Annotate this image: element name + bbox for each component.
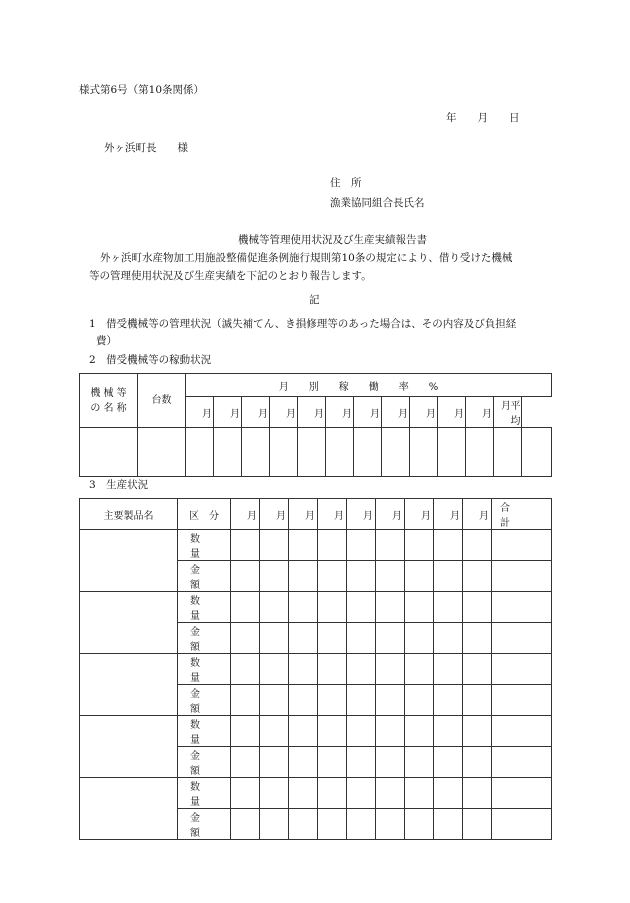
value-cell [434,809,463,840]
average-cell [522,428,552,477]
amount-label: 金額 [178,809,231,840]
value-cell [318,747,347,778]
month-header: 月 [289,499,318,530]
value-cell [231,530,260,561]
value-cell [376,685,405,716]
product-name-cell [80,592,178,654]
amount-label: 金額 [178,623,231,654]
value-cell [347,778,376,809]
address-label: 住 所 [330,177,362,189]
month-header: 月 [186,397,214,428]
month-header: 月 [231,499,260,530]
rate-cell [354,428,382,477]
total-cell [492,530,552,561]
machine-name-line-2: の 名 称 [90,402,127,414]
value-cell [231,778,260,809]
value-cell [260,685,289,716]
total-cell [492,623,552,654]
value-cell [231,716,260,747]
quantity-label: 数量 [178,592,231,623]
value-cell [289,592,318,623]
value-cell [405,654,434,685]
quantity-label: 数量 [178,654,231,685]
value-cell [463,809,492,840]
value-cell [289,654,318,685]
value-cell [434,716,463,747]
value-cell [260,561,289,592]
value-cell [434,592,463,623]
item-3-heading: 3 生産状況 [89,479,149,491]
product-name-cell [80,654,178,716]
addressee: 外ヶ浜町長 様 [104,142,188,154]
month-header: 月 [410,397,438,428]
value-cell [289,685,318,716]
value-cell [405,623,434,654]
month-average-header [494,397,522,428]
rate-cell [494,428,522,477]
machine-name-line-1: 機 械 等 [90,387,127,399]
value-cell [260,747,289,778]
value-cell [318,654,347,685]
value-cell [289,561,318,592]
value-cell [463,747,492,778]
value-cell [405,685,434,716]
value-cell [289,530,318,561]
value-cell [347,685,376,716]
value-cell [434,623,463,654]
rate-cell [466,428,494,477]
value-cell [318,623,347,654]
value-cell [260,809,289,840]
amount-label: 金額 [178,561,231,592]
value-cell [434,747,463,778]
total-cell [492,561,552,592]
value-cell [376,592,405,623]
month-header: 月 [463,499,492,530]
product-name-cell [80,778,178,840]
value-cell [318,809,347,840]
value-cell [434,685,463,716]
value-cell [463,654,492,685]
value-cell [347,561,376,592]
date-line: 年 月 日 [446,112,520,124]
quantity-label: 数量 [178,716,231,747]
value-cell [289,623,318,654]
document-title: 機械等管理使用状況及び生産実績報告書 [238,234,427,246]
month-header: 月 [242,397,270,428]
month-header: 月 [326,397,354,428]
value-cell [260,654,289,685]
count-cell [138,428,186,477]
value-cell [231,685,260,716]
value-cell [347,530,376,561]
value-cell [289,809,318,840]
value-cell [405,561,434,592]
item-1-line-1: 1 借受機械等の管理状況（滅失補てん、き損修理等のあった場合は、その内容及び負担経 [89,318,517,330]
value-cell [318,716,347,747]
value-cell [231,623,260,654]
intro-line-2: 等の管理使用状況及び生産実績を下記のとおり報告します。 [89,270,372,282]
form-number: 様式第6号（第10条関係） [79,84,205,96]
value-cell [405,592,434,623]
month-header: 月 [214,397,242,428]
value-cell [463,778,492,809]
month-header: 月 [298,397,326,428]
value-cell [289,716,318,747]
value-cell [289,778,318,809]
month-header: 月 [382,397,410,428]
value-cell [260,623,289,654]
product-name-header: 主要製品名 [80,499,178,530]
value-cell [231,654,260,685]
rate-cell [270,428,298,477]
total-cell [492,592,552,623]
rate-cell [214,428,242,477]
month-header: 月 [376,499,405,530]
value-cell [376,747,405,778]
monthly-rate-header: 月別稼働率% [186,374,552,397]
value-cell [463,685,492,716]
rate-cell [186,428,214,477]
product-name-cell [80,716,178,778]
value-cell [463,716,492,747]
value-cell [318,561,347,592]
rate-cell [382,428,410,477]
value-cell [434,778,463,809]
value-cell [231,809,260,840]
value-cell [260,778,289,809]
amount-label: 金額 [178,685,231,716]
month-header: 月 [434,499,463,530]
value-cell [405,747,434,778]
value-cell [405,716,434,747]
month-header: 月 [270,397,298,428]
category-header: 区 分 [178,499,231,530]
month-header: 月 [354,397,382,428]
value-cell [347,747,376,778]
value-cell [347,654,376,685]
total-cell [492,747,552,778]
value-cell [231,592,260,623]
value-cell [231,747,260,778]
total-cell [492,654,552,685]
value-cell [318,530,347,561]
value-cell [405,809,434,840]
value-cell [376,654,405,685]
month-header: 月 [466,397,494,428]
total-cell [492,778,552,809]
month-header: 月 [347,499,376,530]
value-cell [260,716,289,747]
month-header: 月 [405,499,434,530]
product-name-cell [80,530,178,592]
value-cell [434,530,463,561]
month-header: 月 [318,499,347,530]
rate-cell [326,428,354,477]
average-label: 平均 [510,401,520,427]
rate-cell [410,428,438,477]
intro-line-1: 外ヶ浜町水産物加工用施設整備促進条例施行規則第10条の規定により、借り受けた機械 [100,252,513,264]
total-cell [492,809,552,840]
value-cell [405,778,434,809]
value-cell [376,716,405,747]
value-cell [463,530,492,561]
applicant-label: 漁業協同組合長氏名 [330,197,425,209]
value-cell [434,654,463,685]
value-cell [318,778,347,809]
count-header: 台数 [138,374,186,428]
quantity-label: 数量 [178,778,231,809]
value-cell [318,592,347,623]
value-cell [231,561,260,592]
value-cell [289,747,318,778]
rate-cell [298,428,326,477]
value-cell [463,592,492,623]
value-cell [318,685,347,716]
value-cell [376,778,405,809]
item-2-heading: 2 借受機械等の稼動状況 [89,354,212,366]
value-cell [347,623,376,654]
value-cell [434,561,463,592]
ki-label: 記 [309,294,320,306]
value-cell [376,561,405,592]
value-cell [463,561,492,592]
value-cell [347,592,376,623]
total-cell [492,716,552,747]
value-cell [405,530,434,561]
quantity-label: 数量 [178,530,231,561]
month-header: 月 [438,397,466,428]
production-status-table [79,498,552,840]
item-1-line-2: 費） [96,335,117,347]
total-header: 合計 [492,499,552,530]
rate-cell [438,428,466,477]
value-cell [376,809,405,840]
value-cell [260,530,289,561]
machine-name-header [80,374,138,428]
value-cell [347,809,376,840]
value-cell [260,592,289,623]
value-cell [376,530,405,561]
month-header: 月 [260,499,289,530]
value-cell [376,623,405,654]
total-cell [492,685,552,716]
operation-status-table [79,373,552,477]
amount-label: 金額 [178,747,231,778]
month-label: 月 [501,401,511,412]
rate-cell [242,428,270,477]
machine-name-cell [80,428,138,477]
value-cell [463,623,492,654]
value-cell [347,716,376,747]
